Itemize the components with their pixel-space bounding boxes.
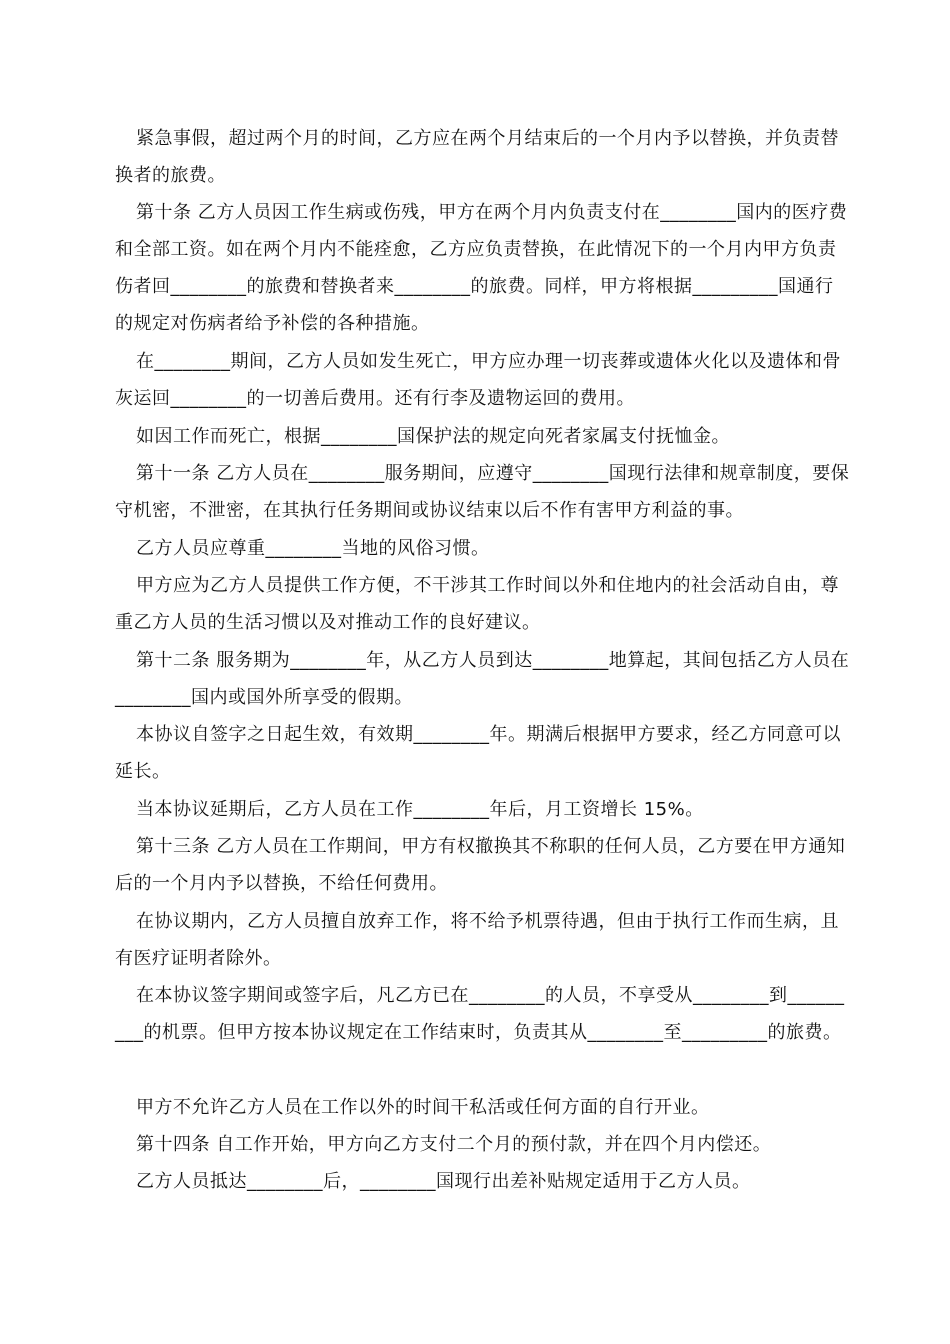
paragraph: 乙方人员应尊重________当地的风俗习惯。 [136,538,490,559]
paragraph: 第十二条 服务期为________年，从乙方人员到达________地算起，其间包括乙方人员在________国内或国外所享受的假期。 [115,650,850,708]
paragraph: 第十四条 自工作开始，甲方向乙方支付二个月的预付款，并在四个月内偿还。 [136,1134,772,1155]
paragraph: 第十一条 乙方人员在________服务期间，应遵守________国现行法律和规章制度，要保守机密，不泄密，在其执行任务期间或协议结束以后不作有害甲方利益的事。 [115,463,850,521]
paragraph: 紧急事假，超过两个月的时间，乙方应在两个月结束后的一个月内予以替换，并负责替换者的旅费。 [115,128,839,186]
paragraph: 本协议自签字之日起生效，有效期________年。期满后根据甲方要求，经乙方同意可以延长。 [115,724,841,782]
paragraph: 甲方应为乙方人员提供工作方便，不干涉其工作时间以外和住地内的社会活动自由，尊重乙方人员的生活习惯以及对推动工作的良好建议。 [115,575,839,633]
paragraph: 在________期间，乙方人员如发生死亡，甲方应办理一切丧葬或遗体火化以及遗体和骨灰运回________的一切善后费用。还有行李及遗物运回的费用。 [115,351,841,409]
paragraph: 甲方不允许乙方人员在工作以外的时间干私活或任何方面的自行开业。 [136,1097,710,1118]
paragraph: 在本协议签字期间或签字后，凡乙方已在________的人员，不享受从________到_________的机票。但甲方按本协议规定在工作结束时，负责其从________至_________的旅费。 [115,985,845,1043]
paragraph: 如因工作而死亡，根据________国保护法的规定向死者家属支付抚恤金。 [136,426,730,447]
paragraph: 第十三条 乙方人员在工作期间，甲方有权撤换其不称职的任何人员，乙方要在甲方通知后的一个月内予以替换，不给任何费用。 [115,836,846,894]
paragraph: 当本协议延期后，乙方人员在工作________年后，月工资增长 15%。 [136,799,704,820]
paragraph: 乙方人员抵达________后，________国现行出差补贴规定适用于乙方人员。 [136,1171,751,1192]
paragraph: 第十条 乙方人员因工作生病或伤残，甲方在两个月内负责支付在________国内的医疗费和全部工资。如在两个月内不能痊愈，乙方应负责替换，在此情况下的一个月内甲方负责伤者回________的旅费和替换者来________的旅费。同样，甲方将根据_________国通行的规定对伤病者给予补偿的各种措施。 [115,202,848,334]
paragraph: 在协议期内，乙方人员擅自放弃工作，将不给予机票待遇，但由于执行工作而生病，且有医疗证明者除外。 [115,911,839,969]
